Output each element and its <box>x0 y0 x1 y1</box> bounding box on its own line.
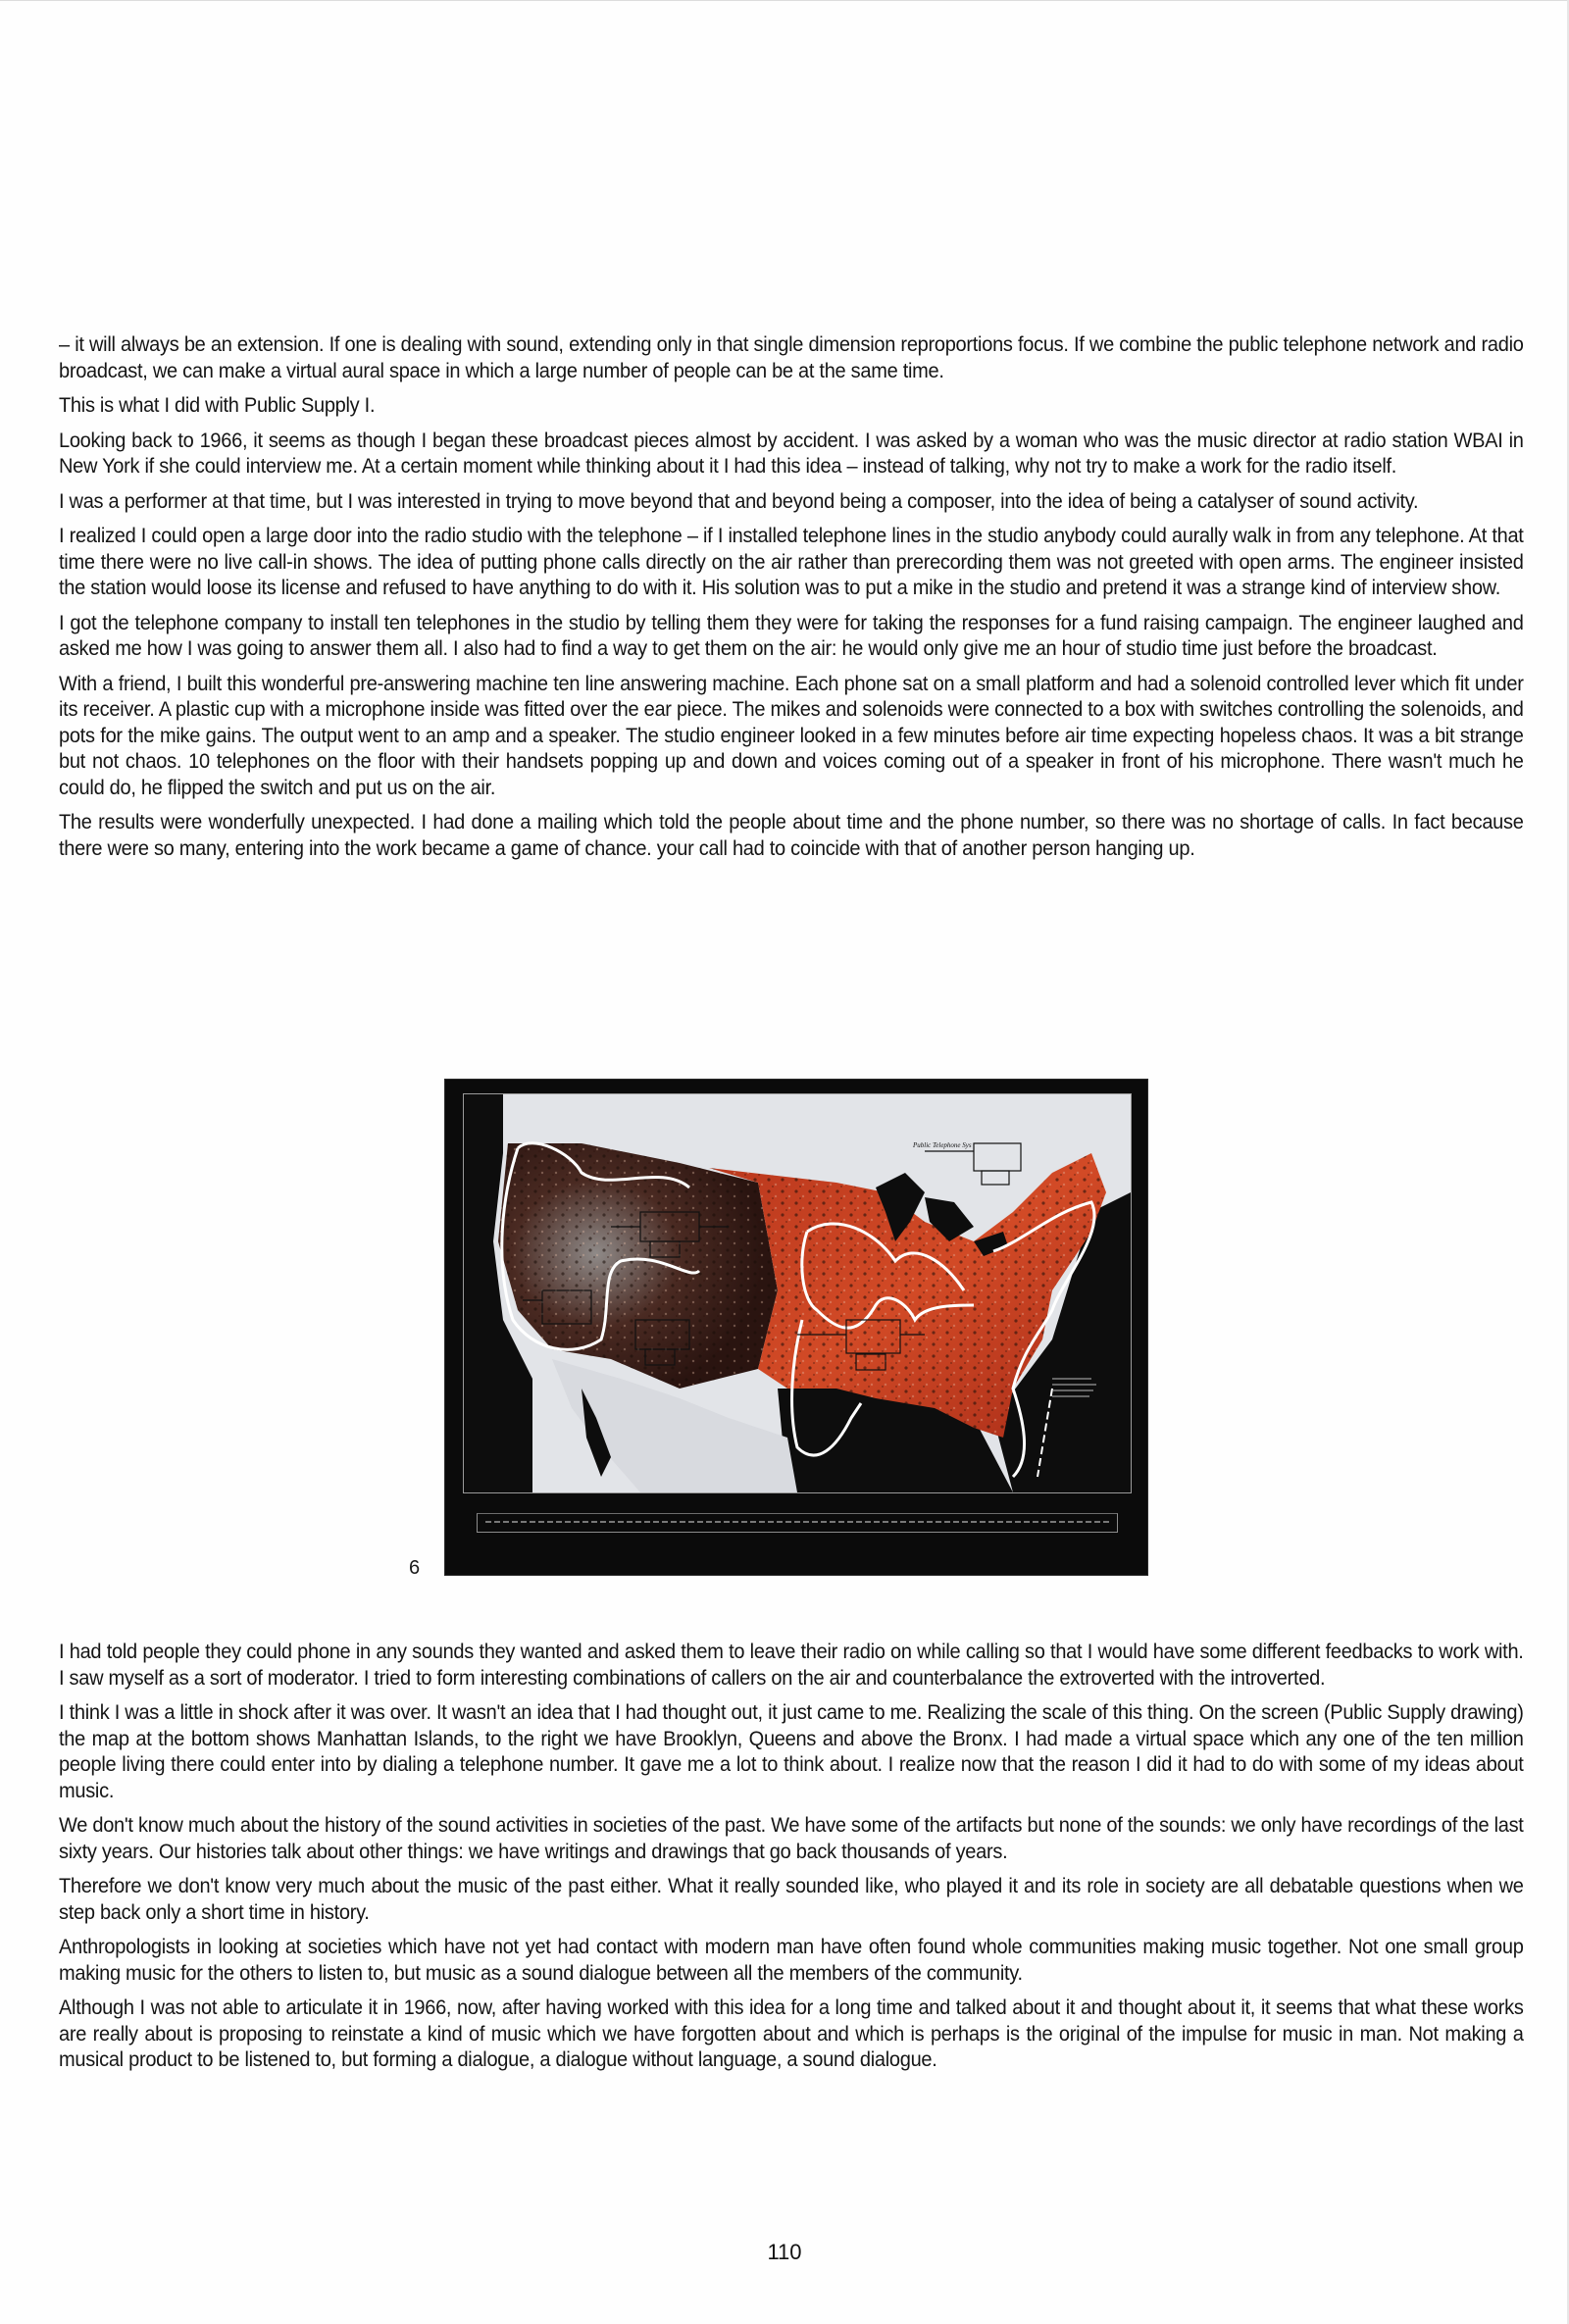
caption-text-unreadable <box>485 1521 1109 1523</box>
page-top-edge <box>0 0 1569 1</box>
paragraph: Therefore we don't know very much about the music of the past either. What it really sounded like, who played it and its role in society are all debatable questions when we step back only a short time in history. <box>59 1874 1524 1924</box>
svg-text:Public Telephone Sys: Public Telephone Sys <box>913 1141 972 1149</box>
paragraph: This is what I did with Public Supply I. <box>59 393 376 417</box>
paragraph: I was a performer at that time, but I was interested in trying to move beyond that and beyond being a composer, into the idea of being a catalyser of sound activity. <box>59 488 1419 513</box>
page-number: 110 <box>767 2240 802 2264</box>
body-text-bottom <box>59 1639 1524 2082</box>
paragraph: I realized I could open a large door into the radio studio with the telephone – if I installed telephone lines in the studio anybody could aurally walk in from any telephone. At that time there were no live call-in shows. The idea of putting phone calls directly on the air rather than prerecording them was not greeted with open arms. The engineer insisted the station would loose its license and refused to have anything to do with it. His solution was to put a mike in the studio and pretend it was a strange kind of interview show. <box>59 524 1524 599</box>
paragraph: I had told people they could phone in any sounds they wanted and asked them to leave their radio on while calling so that I would have some different feedbacks to work with. I saw myself as a sort of moderator. I tried to form interesting combinations of callers on the air and counterbalance the extroverted with the introverted. <box>59 1640 1524 1690</box>
map-image <box>463 1093 1132 1493</box>
paragraph: With a friend, I built this wonderful pre-answering machine ten line answering machine. Each phone sat on a small platform and had a solenoid controlled lever which fit under its receiver. A plastic cup with a microphone inside was fitted over the ear piece. The mikes and solenoids were connected to a box with switches controlling the solenoids, and pots for the mike gains. The output went to an amp and a speaker. The studio engineer looked in a few minutes before air time expecting hopeless chaos. It was a bit strange but not chaos. 10 telephones on the floor with their handsets popping up and down and voices coming out of a speaker in front of his microphone. There wasn't much he could do, he flipped the switch and put us on the air. <box>59 671 1524 799</box>
body-text-top <box>59 331 1524 870</box>
paragraph: I got the telephone company to install ten telephones in the studio by telling them they were for taking the responses for a fund raising campaign. The engineer laughed and asked me how I was going to answer them all. I also had to find a way to get them on the air: he would only give me an hour of studio time just before the broadcast. <box>59 610 1524 660</box>
paragraph: We don't know much about the history of the sound activities in societies of the past. We have some of the artifacts but none of the sounds: we only have recordings of the last sixty years. Our histories talk about other things: we have writings and drawings that go back thousands of years. <box>59 1813 1524 1863</box>
figure-public-supply-map <box>445 1080 1147 1575</box>
figure-number: 6 <box>409 1557 421 1579</box>
paragraph: The results were wonderfully unexpected. I had done a mailing which told the people about time and the phone number, so there was no shortage of calls. In fact because there were so many, entering into the work became a game of chance. your call had to coincide with that of another person hanging up. <box>59 810 1524 860</box>
paragraph: – it will always be an extension. If one is dealing with sound, extending only in that single dimension reproportions focus. If we combine the public telephone network and radio broadcast, we can make a virtual aural space in which a large number of people can be at the same time. <box>59 332 1524 382</box>
paragraph: Although I was not able to articulate it in 1966, now, after having worked with this idea for a long time and talked about it and thought about it, it seems that what these works are really about is proposing to reinstate a kind of music which we have forgotten about and which is perhaps is the original of the impulse for music in man. Not making a musical product to be listened to, but forming a dialogue, a dialogue without language, a sound dialogue. <box>59 1996 1524 2071</box>
paragraph: Anthropologists in looking at societies which have not yet had contact with modern man have often found whole communities making music together. Not one small group making music for the others to listen to, but music as a sound dialogue between all the members of the community. <box>59 1935 1524 1985</box>
us-map-drawing-icon <box>464 1094 1131 1492</box>
figure-caption-strip <box>477 1513 1118 1533</box>
paragraph: I think I was a little in shock after it was over. It wasn't an idea that I had thought out, it just came to me. Realizing the scale of this thing. On the screen (Public Supply drawing) the map at the bottom shows Manhattan Islands, to the right we have Brooklyn, Queens and above the Bronx. I had made a virtual space which any one of the ten million people living there could enter into by dialing a telephone number. It gave me a lot to think about. I realize now that the reason I did it had to do with some of my ideas about music. <box>59 1700 1524 1802</box>
paragraph: Looking back to 1966, it seems as though I began these broadcast pieces almost by accident. I was asked by a woman who was the music director at radio station WBAI in New York if she could interview me. At a certain moment while thinking about it I had this idea – instead of talking, why not try to make a work for the radio itself. <box>59 428 1524 478</box>
